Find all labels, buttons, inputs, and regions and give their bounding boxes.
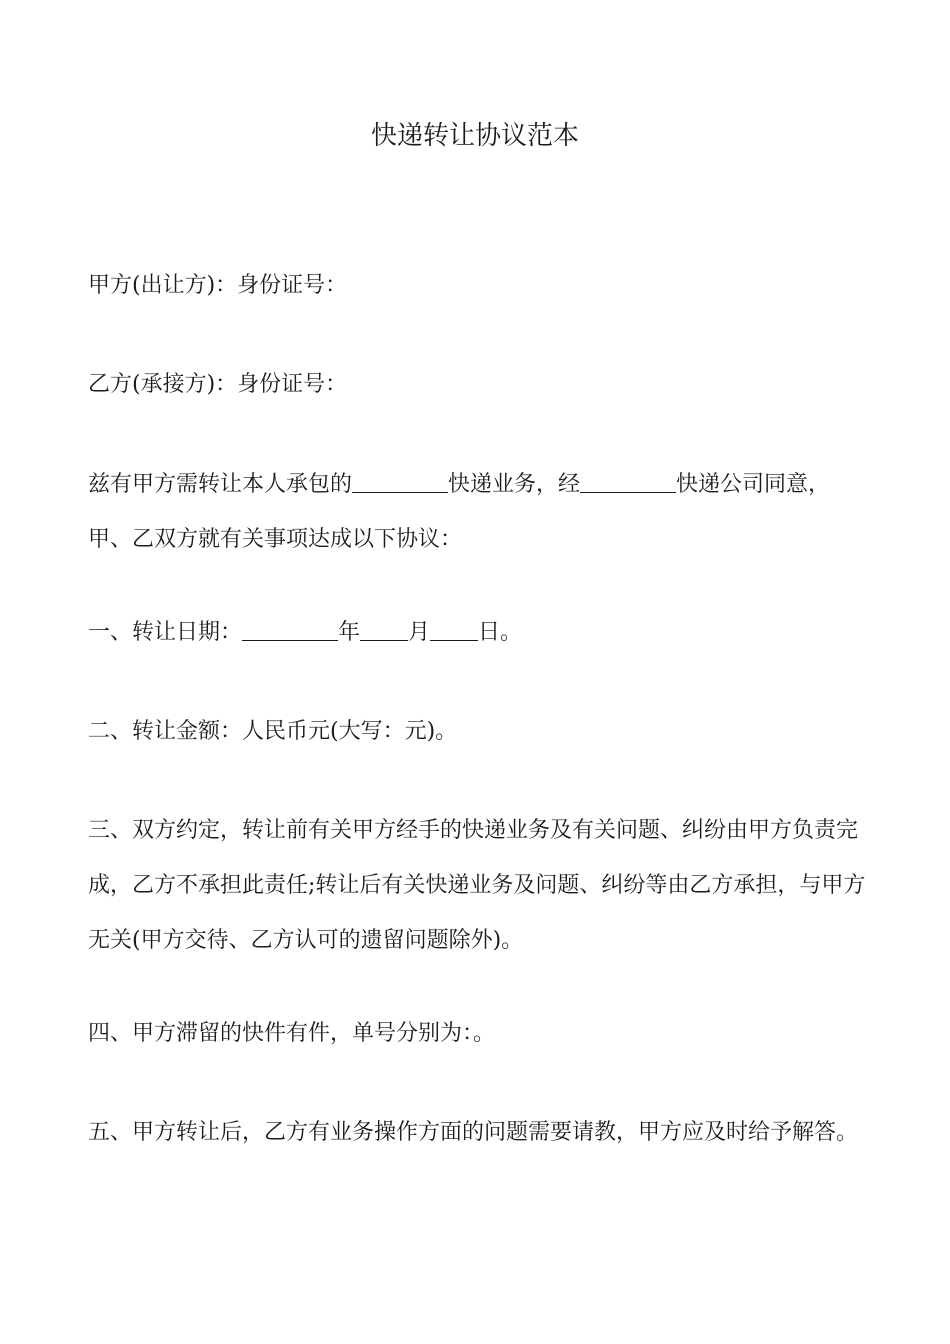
- business-blank: [352, 468, 448, 493]
- clause1-text-1: 一、转让日期：: [88, 620, 243, 645]
- clause-responsibility: 三、双方约定，转让前有关甲方经手的快递业务及有关问题、纠纷由甲方负责完成，乙方不承担此责任;转让后有关快递业务及问题、纠纷等由乙方承担，与甲方无关(甲方交待、乙方认可的遗留问题除外)。: [88, 818, 866, 953]
- day-blank: [430, 616, 478, 641]
- clause1-text-2: 年: [338, 620, 361, 645]
- clause-transfer-amount: 二、转让金额：人民币元(大写：元)。: [88, 719, 458, 744]
- intro-text-1: 兹有甲方需转让本人承包的: [88, 472, 353, 497]
- intro-paragraph: [88, 457, 868, 567]
- year-blank: [242, 616, 338, 641]
- party-b-line: 乙方(承接方)：身份证号：: [88, 372, 348, 397]
- clause-retained-parcels: 四、甲方滞留的快件有件，单号分别为：。: [88, 1021, 496, 1046]
- intro-text-3: 快递公司同意，甲、乙双方就有关事项达成以下协议：: [88, 472, 831, 552]
- clause1-text-4: 日。: [478, 620, 523, 645]
- intro-text-2: 快递业务，经: [448, 472, 581, 497]
- party-a-line: 甲方(出让方)：身份证号：: [88, 273, 348, 298]
- company-blank: [580, 468, 676, 493]
- clause-support: 五、甲方转让后，乙方有业务操作方面的问题需要请教，甲方应及时给予解答。: [88, 1120, 859, 1145]
- clause-transfer-date: [88, 605, 868, 660]
- month-blank: [360, 616, 408, 641]
- document-title: 快递转让协议范本: [370, 121, 579, 151]
- clause1-text-3: 月: [408, 620, 431, 645]
